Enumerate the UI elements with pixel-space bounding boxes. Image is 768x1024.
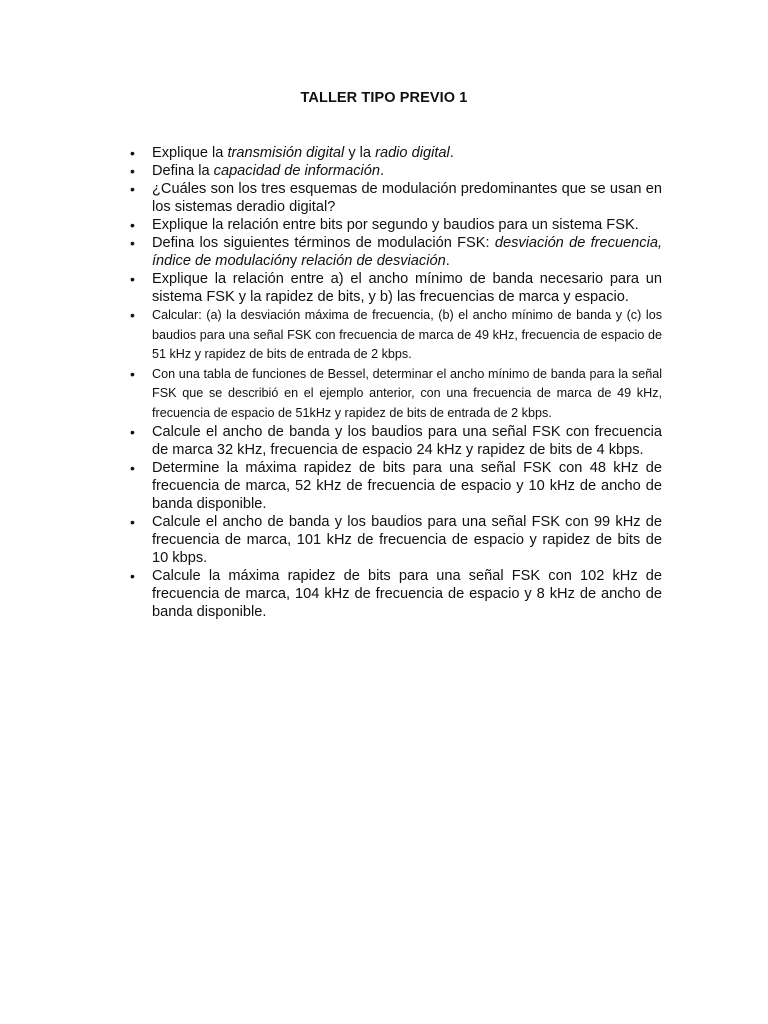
- bullet-icon: •: [130, 181, 135, 197]
- bullet-icon: •: [130, 217, 135, 233]
- bullet-icon: •: [130, 424, 135, 440]
- list-item: • Defina los siguientes términos de modulación FSK: desviación de frecuencia, índice de modulacióny relación de desviación.: [130, 235, 662, 269]
- bullet-icon: •: [130, 460, 135, 476]
- bullet-icon: •: [130, 271, 135, 287]
- list-item: • Explique la transmisión digital y la radio digital.: [130, 145, 454, 161]
- list-item: • Calcule el ancho de banda y los baudios para una señal FSK con 99 kHz de frecuencia de marca, 101 kHz de frecuencia de espacio y rapidez de bits de 10 kbps.: [130, 514, 662, 566]
- list-item: • Con una tabla de funciones de Bessel, determinar el ancho mínimo de banda para la señal FSK que se describió en el ejemplo anterior, con una frecuencia de marca de 49 kHz, frecuencia de espacio de 51kHz y rapidez de bits de entrada de 2 kbps.: [130, 365, 662, 420]
- list-item: • Explique la relación entre a) el ancho mínimo de banda necesario para un sistema FSK y la rapidez de bits, y b) las frecuencias de marca y espacio.: [130, 271, 662, 305]
- list-item: • Calcule el ancho de banda y los baudios para una señal FSK con frecuencia de marca 32 kHz, frecuencia de espacio 24 kHz y rapidez de bits de 4 kbps.: [130, 424, 662, 458]
- list-item: • Calcular: (a) la desviación máxima de frecuencia, (b) el ancho mínimo de banda y (c) los baudios para una señal FSK con frecuencia de marca de 49 kHz, frecuencia de espacio de 51 kHz y rapidez de bits de entrada de 2 kbps.: [130, 307, 662, 361]
- list-item: • Determine la máxima rapidez de bits para una señal FSK con 48 kHz de frecuencia de marca, 52 kHz de frecuencia de espacio y 10 kHz de ancho de banda disponible.: [130, 460, 662, 512]
- document-title: TALLER TIPO PREVIO 1: [300, 90, 468, 106]
- question-list: [124, 144, 662, 621]
- bullet-icon: •: [130, 307, 135, 323]
- bullet-icon: •: [130, 365, 135, 382]
- list-item: • Defina la capacidad de información.: [130, 163, 385, 179]
- list-item: • ¿Cuáles son los tres esquemas de modulación predominantes que se usan en los sistemas deradio digital?: [130, 181, 662, 215]
- bullet-icon: •: [130, 235, 135, 251]
- list-item: • Calcule la máxima rapidez de bits para una señal FSK con 102 kHz de frecuencia de marca, 104 kHz de frecuencia de espacio y 8 kHz de ancho de banda disponible.: [130, 568, 662, 620]
- bullet-icon: •: [130, 145, 135, 161]
- bullet-icon: •: [130, 163, 135, 179]
- bullet-icon: •: [130, 568, 135, 584]
- bullet-icon: •: [130, 514, 135, 530]
- list-item: • Explique la relación entre bits por segundo y baudios para un sistema FSK.: [130, 217, 639, 233]
